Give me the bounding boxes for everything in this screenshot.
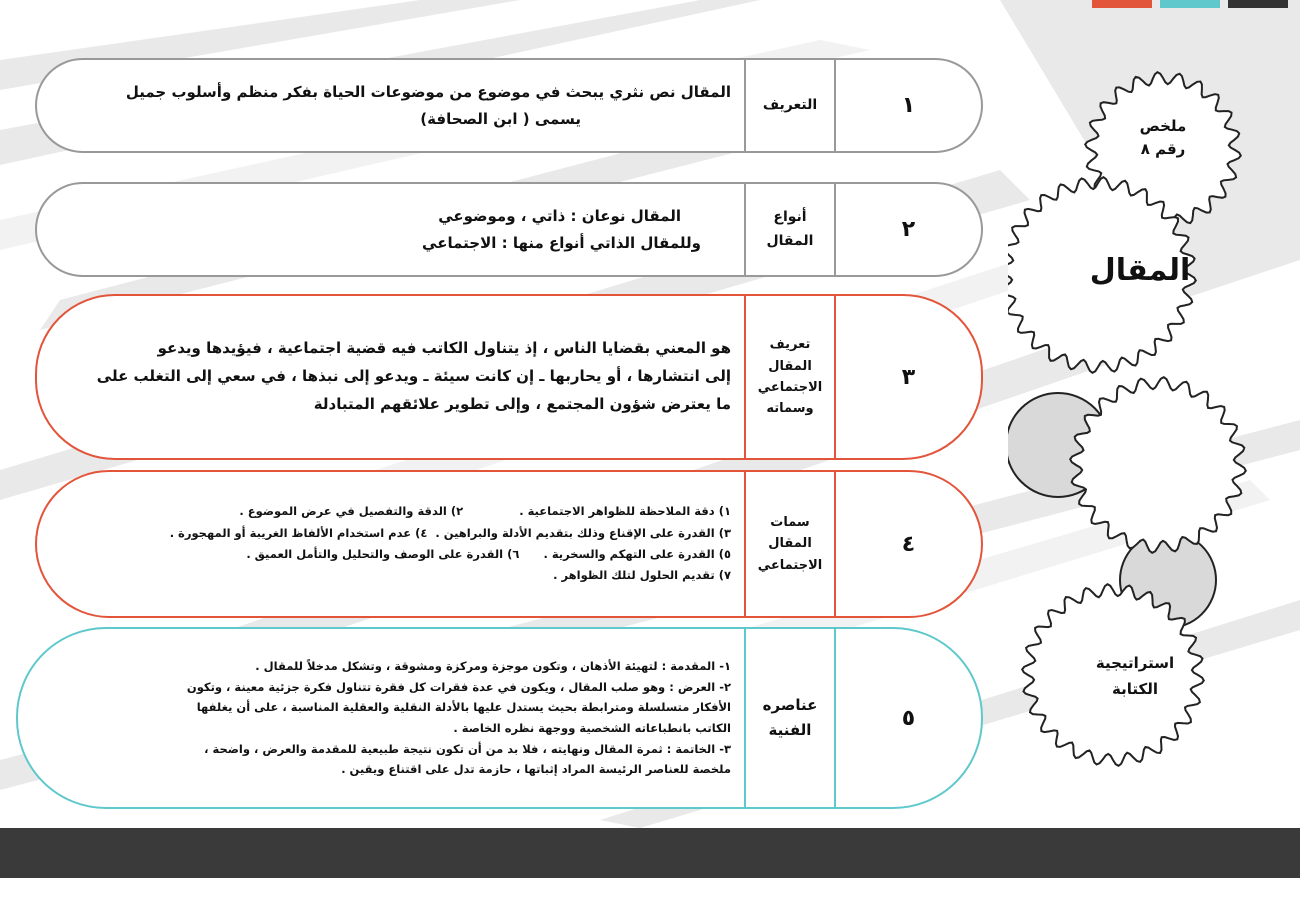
content-line: ما يعترض شؤون المجتمع ، وإلى تطوير علائقهم المتبادلة [313,394,731,413]
content-line: إلى انتشارها ، أو يحاربها ـ إن كانت سيئة ـ ويدعو إلى نبذها ، في سعي إلى التغلب على [96,367,731,386]
row-label: تعريف المقال الاجتماعي وسماته [744,294,836,460]
content-line: ٧) تقديم الحلول لتلك الظواهر . [553,568,731,583]
row-content [58,629,731,807]
top-strip-dark [1228,0,1288,8]
row-definition [35,58,983,153]
top-strip-teal [1160,0,1220,8]
content-line: ١) دقة الملاحظة للظواهر الاجتماعية . ٢) الدقة والتفصيل في عرض الموضوع . [239,504,731,519]
content-line: المقال نوعان : ذاتي ، وموضوعي [438,207,681,226]
row-social-article-features [35,470,983,618]
row-number: ٢ [901,217,916,242]
top-strip-red [1092,0,1152,8]
row-label: أنواع المقال [744,182,836,277]
row-content [47,60,731,151]
row-content [47,184,731,275]
row-number: ٥ [901,705,916,731]
row-types [35,182,983,277]
row-content [39,472,731,616]
row-content [47,296,731,458]
footer-band [0,828,1300,878]
gear-main-title-label: المقال [1089,253,1191,288]
content-line: ٣- الخاتمة : ثمرة المقال ونهايته ، فلا بد من أن تكون نتيجة طبيعية للمقدمة والعرض ، واضحة ، [204,741,731,756]
content-line: هو المعني بقضايا الناس ، إذ يتناول الكاتب فيه قضية اجتماعية ، فيؤيدها ويدعو [157,339,731,358]
row-number: ١ [901,93,916,118]
content-line: يسمى ( ابن الصحافة) [420,109,581,128]
row-label: عناصره الفنية [744,627,836,809]
gear-strategy-label: استراتيجية الكتابة [1095,654,1175,699]
row-number: ٣ [901,364,916,390]
content-line: الأفكار متسلسلة ومترابطة بحيث يستدل عليها بالأدلة النقلية والعقلية المناسبة ، على أن يغلفها [196,700,731,715]
row-label: التعريف [744,58,836,153]
row-number: ٤ [901,531,916,557]
row-social-article-definition [35,294,983,460]
content-line: ملخصة للعناصر الرئيسة المراد إثباتها ، حازمة تدل على اقتناع ويقين . [341,762,731,777]
gear-middle [1070,377,1246,553]
gear-summary-label: ملخص رقم ٨ [1139,117,1187,159]
content-line: ٣) القدرة على الإقناع وذلك بتقديم الأدلة والبراهين . ٤) عدم استخدام الألفاظ الغريبة أو المهجورة . [169,525,731,540]
content-line: ٢- العرض : وهو صلب المقال ، ويكون في عدة فقرات كل فقرة تتناول فكرة جزئية معينة ، وتكون [186,679,731,694]
content-line: وللمقال الذاتي أنواع منها : الاجتماعي [422,233,701,252]
row-artistic-elements [16,627,983,809]
content-line: المقال نص نثري يبحث في موضوع من موضوعات الحياة بفكر منظم وأسلوب جميل [125,83,731,102]
content-line: ١- المقدمة : لتهيئة الأذهان ، وتكون موجزة ومركزة ومشوقة ، وتشكل مدخلاً للمقال . [255,658,731,673]
row-label: سمات المقال الاجتماعي [744,470,836,618]
content-line: ٥) القدرة على التهكم والسخرية . ٦) القدرة على الوصف والتحليل والتأمل العميق . [246,547,731,561]
content-line: الكاتب بانطباعاته الشخصية ووجهة نظره الخاصة . [453,721,731,735]
